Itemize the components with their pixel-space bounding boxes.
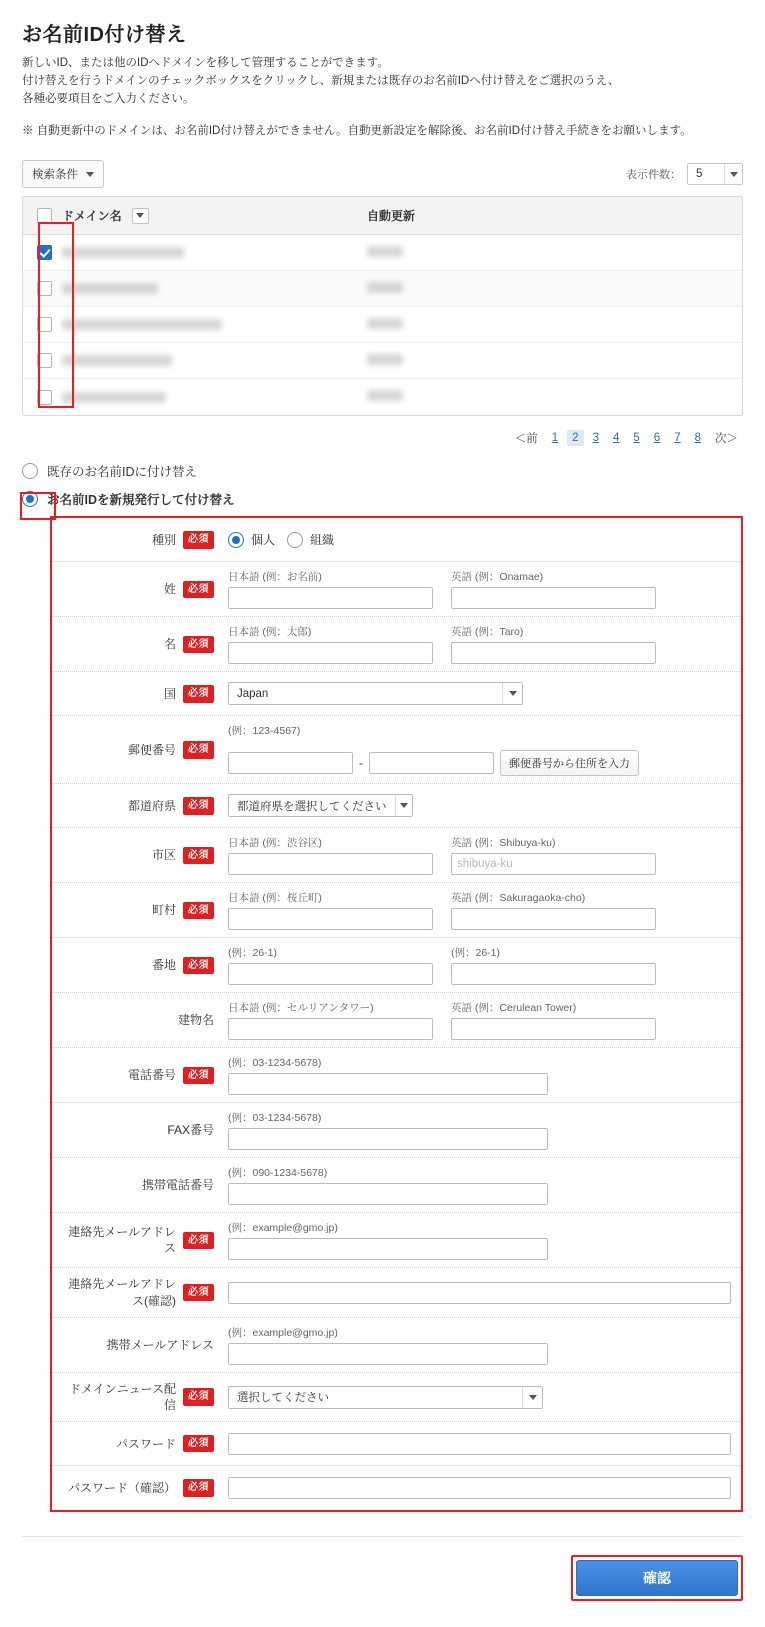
label-banchi — [52, 938, 224, 992]
required-badge: 必須 — [183, 685, 214, 703]
label-country — [52, 672, 224, 715]
option-new-id[interactable] — [22, 490, 743, 508]
hint-building-en: 英語 (例：Cerulean Tower) — [451, 1002, 577, 1015]
pagination-next[interactable]: 次＞ — [715, 433, 738, 446]
form-row-news — [52, 1373, 741, 1422]
chevron-down-icon — [724, 164, 742, 184]
pagination-page-1[interactable]: 1 — [551, 432, 559, 445]
domain-name-redacted — [62, 247, 184, 258]
label-fax — [52, 1103, 224, 1157]
domain-table — [22, 196, 743, 416]
table-row[interactable] — [23, 307, 742, 343]
table-cell-auto-renew — [367, 246, 487, 260]
required-badge: 必須 — [183, 741, 214, 759]
first-name-ja-input[interactable] — [228, 642, 433, 664]
hint-email: (例：example@gmo.jp) — [228, 1222, 338, 1235]
zip-input-2[interactable] — [369, 752, 494, 774]
field-prefecture — [224, 784, 741, 827]
hint-banchi-en: (例：26-1) — [451, 947, 501, 960]
label-type-text: 種別 — [151, 532, 176, 547]
pagination-page-4[interactable]: 4 — [612, 432, 620, 445]
radio-icon[interactable] — [228, 532, 244, 548]
form-row-email — [52, 1213, 741, 1268]
submit-highlight — [571, 1555, 743, 1601]
label-first-name — [52, 617, 224, 671]
tel-input[interactable] — [228, 1073, 548, 1095]
label-building-text: 建物名 — [177, 1013, 214, 1028]
radio-type-organization[interactable] — [287, 531, 334, 548]
hint-tel: (例：03-1234-5678) — [228, 1057, 322, 1070]
fax-input[interactable] — [228, 1128, 548, 1150]
form-row-prefecture — [52, 784, 741, 828]
building-ja-input[interactable] — [228, 1018, 433, 1040]
row-checkbox[interactable] — [37, 281, 52, 296]
radio-icon[interactable] — [287, 532, 303, 548]
field-first-name — [224, 617, 741, 671]
zip-separator: - — [359, 756, 363, 771]
mobile-email-input[interactable] — [228, 1343, 548, 1365]
label-town — [52, 883, 224, 937]
search-filter-label: 検索条件 — [32, 169, 78, 182]
field-first-name-ja — [228, 624, 433, 664]
banchi-ja-input[interactable] — [228, 963, 433, 985]
label-city-text: 市区 — [151, 848, 176, 863]
field-banchi — [224, 938, 741, 992]
label-tel-text: 電話番号 — [127, 1068, 176, 1083]
option-new-id-label: お名前IDを新規発行して付け替え — [47, 493, 235, 508]
pagination-page-3[interactable]: 3 — [592, 432, 599, 445]
label-fax-text: FAX番号 — [167, 1123, 214, 1138]
form-row-zip — [52, 716, 741, 784]
required-badge: 必須 — [183, 1232, 214, 1250]
hint-first-name-ja: 日本語 (例：太郎) — [228, 626, 312, 639]
table-header-domain — [37, 207, 367, 224]
hint-zip: (例：123-4567) — [228, 725, 301, 738]
field-news — [224, 1373, 741, 1421]
password-input[interactable] — [228, 1433, 731, 1455]
field-tel-input-group — [228, 1055, 548, 1095]
form-row-fax — [52, 1103, 741, 1158]
label-zip-text: 郵便番号 — [127, 742, 176, 757]
label-mobile — [52, 1158, 224, 1212]
table-cell-domain — [37, 353, 367, 368]
radio-existing-id[interactable] — [22, 463, 38, 479]
confirm-button[interactable]: 確認 — [576, 1560, 738, 1596]
table-header-row — [23, 197, 742, 235]
pagination-prev[interactable]: ＜前 — [514, 433, 538, 446]
password-confirm-input[interactable] — [228, 1477, 731, 1499]
zip-input-1[interactable] — [228, 752, 353, 774]
field-last-name — [224, 562, 741, 616]
auto-renew-redacted — [367, 246, 403, 257]
domain-name-redacted — [62, 355, 172, 366]
label-prefecture — [52, 784, 224, 827]
form-row-type — [52, 518, 741, 562]
label-password-text: パスワード — [115, 1436, 176, 1451]
display-count-value: 5 — [696, 168, 703, 181]
chevron-down-icon — [502, 683, 522, 704]
hint-building-ja: 日本語 (例：セルリアンタワー) — [228, 1002, 374, 1015]
lead-line-1: 新しいID、または他のIDへドメインを移して管理することができます。 — [22, 57, 389, 69]
hint-fax: (例：03-1234-5678) — [228, 1112, 322, 1125]
pagination — [22, 428, 743, 448]
country-select[interactable] — [228, 682, 523, 705]
radio-type-individual[interactable] — [228, 531, 275, 548]
building-en-input[interactable] — [451, 1018, 656, 1040]
form-row-town — [52, 883, 741, 938]
email-input[interactable] — [228, 1238, 548, 1260]
required-badge: 必須 — [183, 636, 214, 654]
pagination-page-7[interactable]: 7 — [674, 432, 681, 445]
required-badge: 必須 — [183, 531, 214, 549]
required-badge: 必須 — [183, 1435, 214, 1453]
label-tel — [52, 1048, 224, 1102]
label-type — [52, 518, 224, 561]
hint-mobile: (例：090-1234-5678) — [228, 1167, 328, 1180]
lead-line-3: 各種必要項目をご入力ください。 — [22, 92, 195, 105]
radio-new-id[interactable] — [22, 491, 38, 507]
country-value: Japan — [237, 687, 269, 700]
label-last-name-text: 姓 — [163, 582, 176, 597]
label-email-confirm — [52, 1268, 224, 1316]
hint-banchi-ja: (例：26-1) — [228, 947, 278, 960]
label-town-text: 町村 — [151, 903, 176, 918]
pagination-page-6[interactable]: 6 — [653, 432, 661, 445]
option-existing-id[interactable] — [22, 462, 743, 480]
form-row-password — [52, 1422, 741, 1466]
field-building-en — [451, 1000, 656, 1040]
field-mobile-email-input-group — [228, 1325, 548, 1365]
field-town-ja — [228, 890, 433, 930]
zip-lookup-button[interactable]: 郵便番号から住所を入力 — [500, 750, 639, 776]
label-email-text: 連絡先メールアドレス — [68, 1225, 176, 1256]
table-row[interactable] — [23, 379, 742, 415]
search-filter-button[interactable] — [22, 160, 104, 188]
field-password — [224, 1422, 741, 1465]
table-cell-domain — [37, 390, 367, 405]
label-mobile-text: 携帯電話番号 — [141, 1178, 214, 1193]
registration-form — [50, 516, 743, 1512]
domain-name-redacted — [62, 392, 166, 403]
field-city-en — [451, 835, 656, 875]
row-checkbox[interactable] — [37, 245, 52, 260]
label-banchi-text: 番地 — [151, 958, 176, 973]
required-badge: 必須 — [183, 797, 214, 815]
field-email-confirm — [224, 1268, 741, 1316]
table-cell-auto-renew — [367, 354, 487, 368]
form-row-banchi — [52, 938, 741, 993]
column-label-auto-renew: 自動更新 — [367, 209, 416, 224]
required-badge: 必須 — [183, 1388, 214, 1406]
required-badge: 必須 — [183, 1284, 214, 1302]
table-cell-auto-renew — [367, 282, 487, 296]
required-badge: 必須 — [183, 957, 214, 975]
form-row-building — [52, 993, 741, 1048]
label-zip — [52, 716, 224, 783]
hint-last-name-ja: 日本語 (例：お名前) — [228, 571, 322, 584]
first-name-en-input[interactable] — [451, 642, 656, 664]
pagination-page-8[interactable]: 8 — [694, 432, 701, 445]
field-type — [224, 518, 741, 561]
auto-renew-redacted — [367, 318, 403, 329]
label-password-confirm — [52, 1466, 224, 1510]
form-row-mobile — [52, 1158, 741, 1213]
table-cell-domain — [37, 281, 367, 296]
field-city-ja — [228, 835, 433, 875]
field-email-input-group — [228, 1220, 548, 1260]
field-city — [224, 828, 741, 882]
table-row[interactable] — [23, 235, 742, 271]
page-title: お名前ID付け替え — [22, 24, 187, 46]
required-badge: 必須 — [183, 1067, 214, 1085]
form-row-mobile-email — [52, 1318, 741, 1373]
zip-inputs — [228, 750, 731, 776]
chevron-down-icon — [395, 795, 413, 816]
column-label-domain: ドメイン名 — [62, 209, 122, 224]
label-news — [52, 1373, 224, 1421]
email-confirm-input[interactable] — [228, 1282, 731, 1304]
lead-line-2: 付け替えを行うドメインのチェックボックスをクリックし、新規または既存のお名前IDへ付け替えをご選択のうえ、 — [22, 74, 620, 87]
required-badge: 必須 — [183, 1479, 214, 1497]
label-mobile-email — [52, 1318, 224, 1372]
radio-type-organization-label: 組織 — [310, 533, 335, 548]
field-email — [224, 1213, 741, 1267]
display-count-select[interactable] — [687, 163, 743, 185]
required-badge: 必須 — [183, 902, 214, 920]
hint-town-ja: 日本語 (例：桜丘町) — [228, 892, 322, 905]
hint-last-name-en: 英語 (例：Onamae) — [451, 571, 544, 584]
domain-name-redacted — [62, 283, 158, 294]
hint-town-en: 英語 (例：Sakuragaoka-cho) — [451, 892, 586, 905]
auto-renew-redacted — [367, 390, 403, 401]
domain-name-redacted — [62, 319, 222, 330]
label-mobile-email-text: 携帯メールアドレス — [106, 1337, 214, 1352]
label-password-confirm-text: パスワード（確認） — [67, 1481, 176, 1496]
required-badge: 必須 — [183, 847, 214, 865]
page-description — [22, 55, 743, 108]
field-mobile-input-group — [228, 1165, 548, 1205]
field-password-confirm — [224, 1466, 741, 1510]
last-name-ja-input[interactable] — [228, 587, 433, 609]
table-toolbar — [22, 160, 743, 188]
label-password — [52, 1422, 224, 1465]
auto-renew-redacted — [367, 354, 403, 365]
label-news-text: ドメインニュース配信 — [68, 1381, 176, 1412]
field-first-name-en — [451, 624, 656, 664]
form-row-first-name — [52, 617, 741, 672]
pagination-page-5[interactable]: 5 — [633, 432, 640, 445]
field-tel — [224, 1048, 741, 1102]
label-first-name-text: 名 — [163, 637, 176, 652]
field-mobile-email — [224, 1318, 741, 1372]
prefecture-select[interactable] — [228, 794, 413, 817]
option-existing-id-label: 既存のお名前IDに付け替え — [47, 465, 198, 480]
hint-city-en: 英語 (例：Shibuya-ku) — [451, 837, 556, 850]
row-checkbox[interactable] — [37, 390, 52, 405]
table-cell-domain — [37, 245, 367, 260]
label-last-name — [52, 562, 224, 616]
field-zip — [224, 716, 741, 783]
prefecture-value: 都道府県を選択してください — [237, 800, 387, 813]
form-row-tel — [52, 1048, 741, 1103]
chevron-down-icon — [522, 1387, 542, 1408]
field-mobile — [224, 1158, 741, 1212]
table-cell-auto-renew — [367, 390, 487, 404]
field-fax-input-group — [228, 1110, 548, 1150]
hint-city-ja: 日本語 (例：渋谷区) — [228, 837, 322, 850]
label-email — [52, 1213, 224, 1267]
city-ja-input[interactable] — [228, 853, 433, 875]
city-en-input[interactable] — [451, 853, 656, 875]
table-row[interactable] — [23, 343, 742, 379]
last-name-en-input[interactable] — [451, 587, 656, 609]
banchi-en-input[interactable] — [451, 963, 656, 985]
form-row-email-confirm — [52, 1268, 741, 1317]
form-row-country — [52, 672, 741, 716]
field-banchi-en — [451, 945, 656, 985]
field-fax — [224, 1103, 741, 1157]
table-cell-domain — [37, 317, 367, 332]
auto-renew-redacted — [367, 282, 403, 293]
display-count-control — [626, 163, 743, 185]
table-row[interactable] — [23, 271, 742, 307]
field-building-ja — [228, 1000, 433, 1040]
field-last-name-en — [451, 569, 656, 609]
field-building — [224, 993, 741, 1047]
row-checkbox[interactable] — [37, 353, 52, 368]
label-city — [52, 828, 224, 882]
form-row-last-name — [52, 562, 741, 617]
label-country-text: 国 — [163, 686, 176, 701]
label-email-confirm-text: 連絡先メールアドレス(確認) — [68, 1277, 176, 1308]
news-value: 選択してください — [237, 1392, 329, 1404]
field-last-name-ja — [228, 569, 433, 609]
label-building — [52, 993, 224, 1047]
news-select[interactable] — [228, 1386, 543, 1409]
sort-domain-button[interactable] — [132, 208, 149, 224]
label-prefecture-text: 都道府県 — [127, 798, 176, 813]
hint-first-name-en: 英語 (例：Taro) — [451, 626, 524, 639]
required-badge: 必須 — [183, 581, 214, 599]
hint-mobile-email: (例：example@gmo.jp) — [228, 1326, 338, 1339]
row-checkbox[interactable] — [37, 317, 52, 332]
field-town-en — [451, 890, 656, 930]
field-banchi-ja — [228, 945, 433, 985]
page-note: ※ 自動更新中のドメインは、お名前ID付け替えができません。自動更新設定を解除後、お名前ID付け替え手続きをお願いします。 — [22, 125, 692, 138]
chevron-down-icon — [86, 172, 94, 177]
field-country — [224, 672, 741, 715]
pagination-page-2[interactable]: 2 — [567, 430, 583, 446]
form-footer — [22, 1536, 743, 1627]
town-ja-input[interactable] — [228, 908, 433, 930]
form-row-city — [52, 828, 741, 883]
select-all-checkbox[interactable] — [37, 208, 52, 223]
town-en-input[interactable] — [451, 908, 656, 930]
radio-type-individual-label: 個人 — [251, 533, 276, 548]
form-row-password-confirm — [52, 1466, 741, 1510]
field-town — [224, 883, 741, 937]
display-count-label: 表示件数： — [626, 169, 681, 182]
mobile-input[interactable] — [228, 1183, 548, 1205]
table-cell-auto-renew — [367, 318, 487, 332]
